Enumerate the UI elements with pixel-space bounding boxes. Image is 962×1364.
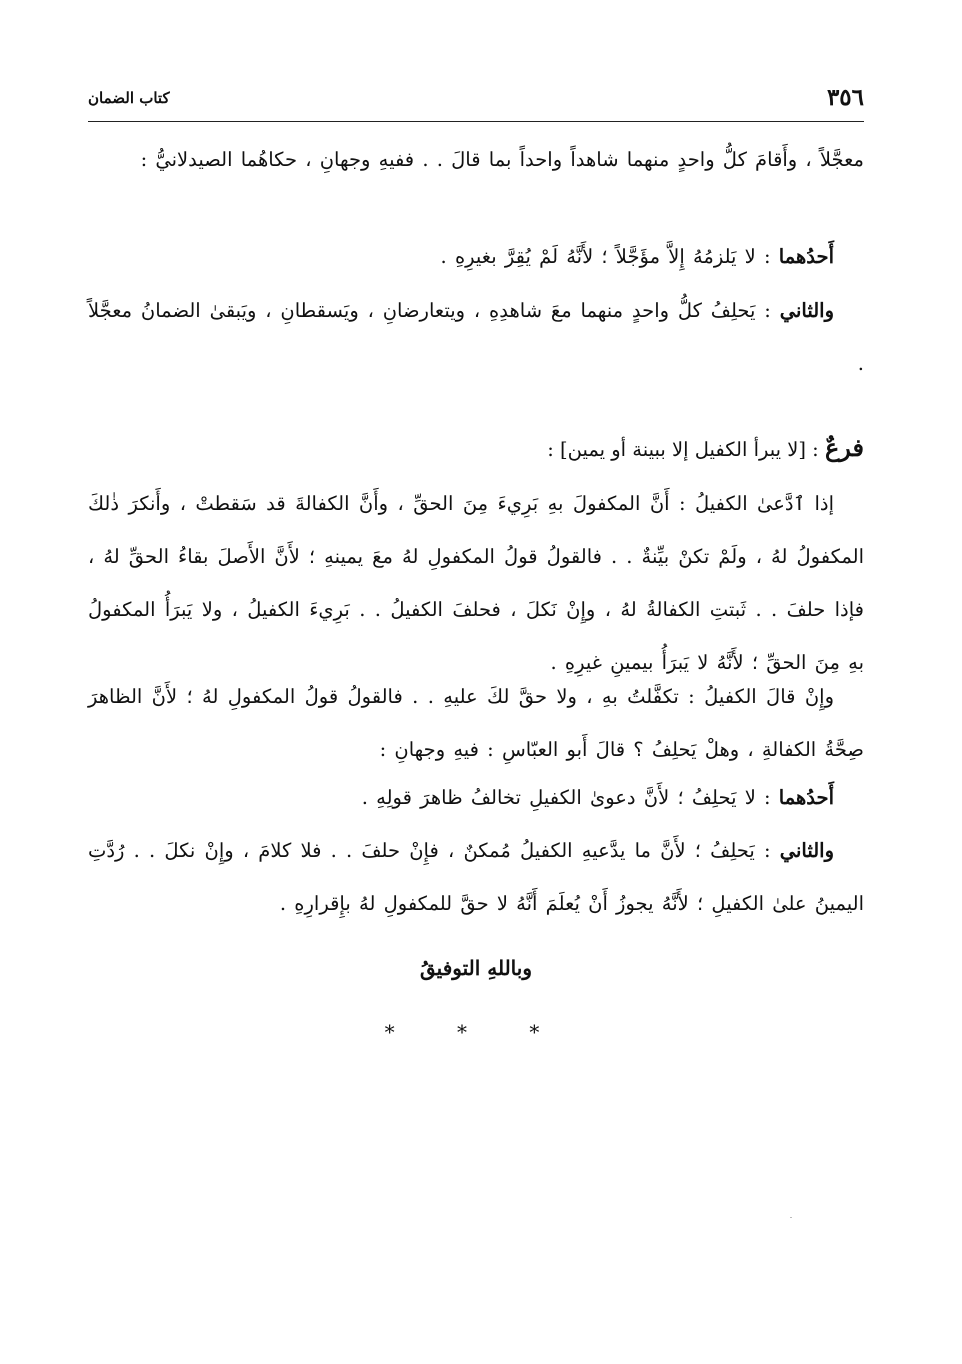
page-number: ٣٥٦ (826, 84, 864, 111)
branch-heading (88, 428, 864, 470)
opinion-second (88, 284, 864, 390)
paragraph-text: إذا ٱدَّعىٰ الكفيلُ : أَنَّ المكفولَ بهِ بَرِيءَ مِنَ الحقِّ ، وأَنَّ الكفالةَ قد سَقطتْ ، وأَنكرَ ذٰلكَ المكفولُ لهُ ، ولَمْ تكنْ بيِّنةٌ . . فالقولُ قولُ المكفولِ لهُ معَ يمينهِ ؛ لأَنَّ الأَصلَ بقاءُ الحقِّ لهُ ، فإذا حلفَ . . ثَبتتِ الكفالةُ لهُ ، وإِنْ نَكلَ ، فحلفَ الكفيلُ . . بَرِيءَ الكفيلُ ، ولا يَبرَأُ المكفولُ بهِ مِنَ الحقِّ ؛ لأَنَّهُ لا يَبرَأُ بيمينِ غيرِهِ . (88, 492, 864, 674)
paragraph-text: معجَّلاً ، وأَقامَ كلُّ واحدٍ منهما شاهداً واحداً بما قالَ . . ففيهِ وجهانِ ، حكاهُما الصيدلانيُّ : (140, 148, 864, 171)
opinion-third (88, 771, 864, 824)
running-title: كتاب الضمان (88, 89, 170, 107)
paragraph-intro (88, 133, 864, 186)
branch-label: فرعٌ (824, 433, 864, 462)
opinion-label: والثاني (779, 299, 834, 322)
branch-title: : [لا يبرأ الكفيل إلا ببينة أو يمين] : (547, 438, 825, 461)
opinion-fourth (88, 824, 864, 930)
opinion-label: أَحدُهما (778, 245, 834, 268)
section-end-stars: * * * (384, 1020, 568, 1044)
header-divider (88, 121, 864, 122)
page-header (88, 84, 864, 112)
paragraph-text: وإِنْ قالَ الكفيلُ : تكفَّلتُ بهِ ، ولا حقَّ لكَ عليهِ . . فالقولُ قولُ المكفولِ لهُ ؛ لأَنَّ الظاهرَ صِحَّةُ الكفالةِ ، وهلْ يَحلِفُ ؟ قالَ أَبو العبّاسِ : فيهِ وجهانِ : (88, 685, 864, 761)
opinion-text: : لا يَلزمُهُ إِلاَّ مؤَجَّلاً ؛ لأَنَّهُ لَمْ يُقِرَّ بغيرِهِ . (440, 245, 779, 268)
paragraph-claim (88, 477, 864, 689)
scan-speck (790, 1217, 792, 1218)
paragraph-guarantor-statement (88, 670, 864, 776)
opinion-label: أَحدُهما (778, 786, 834, 809)
opinion-text: : يَحلِفُ كلُّ واحدٍ منهما معَ شاهدِهِ ، ويتعارضانِ ، ويَسقطانِ ، ويَبقىٰ الضمانُ معجَّلاً . (88, 299, 864, 375)
opinion-text: : يَحلِفُ ؛ لأَنَّ ما يدَّعيهِ الكفيلُ مُمكنٌ ، فإِنْ حلفَ . . فلا كلامَ ، وإِنْ نكلَ . . رُدَّتِ اليمينُ علىٰ الكفيلِ ؛ لأَنَّهُ يجوزُ أَنْ يُعلَمَ أَنَّهُ لا حقَّ للمكفولِ لهُ بإِقرارِهِ . (88, 839, 864, 915)
opinion-text: : لا يَحلِفُ ؛ لأَنَّ دعوىٰ الكفيلِ تخالفُ ظاهرَ قولِهِ . (361, 786, 779, 809)
opinion-label: والثاني (779, 839, 834, 862)
opinion-first (88, 230, 864, 283)
closing-phrase: وباللهِ التوفيقُ (419, 956, 532, 980)
